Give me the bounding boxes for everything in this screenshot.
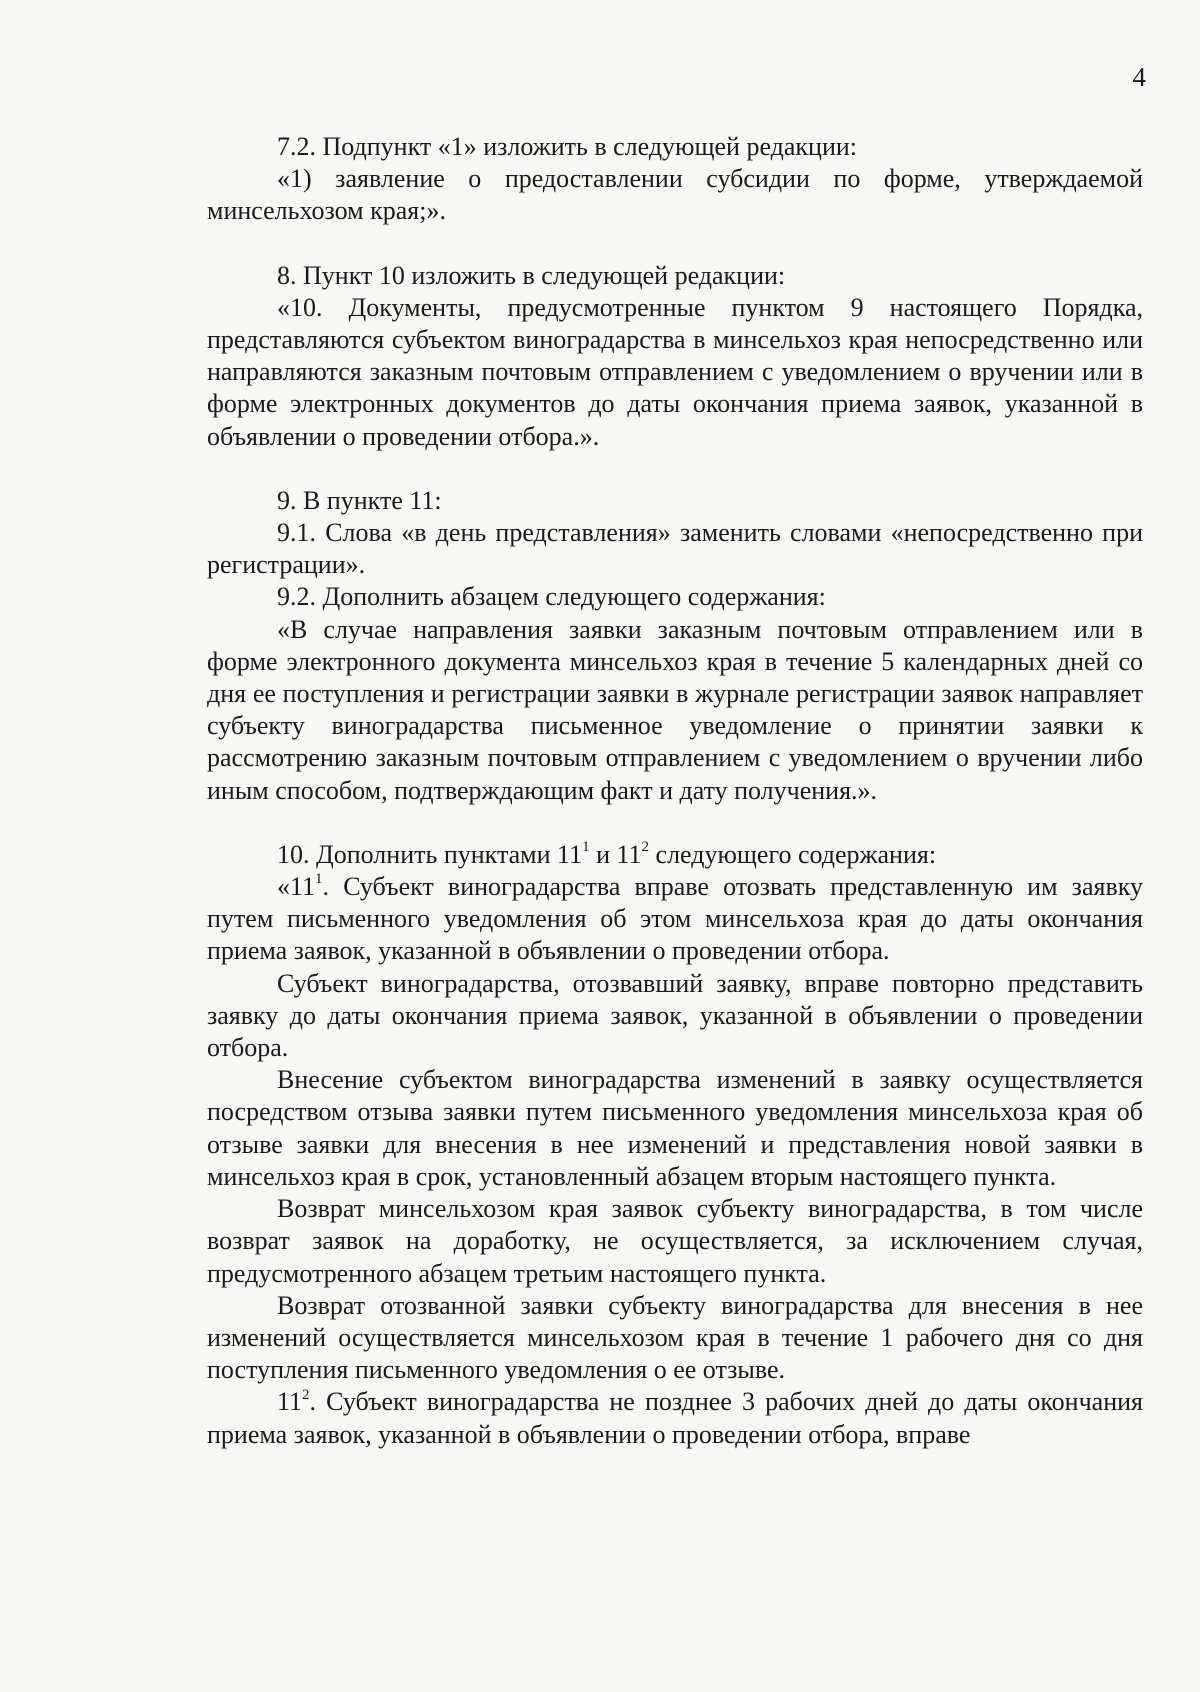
- paragraph-8-text: «10. Документы, предусмотренные пунктом 9 настоящего Порядка, представляются субъектом виноградарства в минсельхоз края непосредственно или направляются заказным почтовым отправлением с уведомлением о вручении или в форме электронных документов до даты окончания приема заявок, указанной в объявлении о проведении отбора.».: [207, 292, 1143, 451]
- paragraph-9-1: 9.1. Слова «в день представления» заменить словами «непосредственно при регистрации».: [207, 518, 1143, 580]
- paragraph-8: 8. Пункт 10 изложить в следующей редакции:: [277, 260, 786, 290]
- page-number: 4: [1132, 62, 1146, 92]
- paragraph-resubmit: Субъект виноградарства, отозвавший заявку, вправе повторно представить заявку до даты окончания приема заявок, указанной в объявлении о проведении отбора.: [207, 968, 1143, 1063]
- paragraph-no-return: Возврат минсельхозом края заявок субъекту виноградарства, в том числе возврат заявок на доработку, не осуществляется, за исключением случая, предусмотренного абзацем третьим настоящего пункта.: [207, 1194, 1143, 1288]
- paragraph-11-2: $11^2$. Субъект виноградарства не позднее 3 рабочих дней до даты окончания приема заявок, указанной в объявлении о проведении отбора, вправе: [207, 1386, 1143, 1449]
- paragraph-10: 10. Дополнить пунктами $11^1$ и $11^2$ следующего содержания:: [277, 839, 937, 869]
- paragraph-9-2: 9.2. Дополнить абзацем следующего содержания:: [277, 582, 826, 612]
- document-body: [207, 131, 1143, 1451]
- paragraph-changes: Внесение субъектом виноградарства изменений в заявку осуществляется посредством отзыва заявки путем письменного уведомления минсельхоза края об отзыве заявки для внесения в нее изменений и представления новой заявки в минсельхоз края в срок, установленный абзацем вторым настоящего пункта.: [207, 1065, 1143, 1191]
- paragraph-9: 9. В пункте 11:: [277, 485, 442, 515]
- paragraph-9-2-text: «В случае направления заявки заказным почтовым отправлением или в форме электронного документа минсельхоз края в течение 5 календарных дней со дня ее поступления и регистрации заявки в журнале регистрации заявок направляет субъекту виноградарства письменное уведомление о принятии заявки к рассмотрению заказным почтовым отправлением с уведомлением о вручении либо иным способом, подтверждающим факт и дату получения.».: [207, 614, 1143, 805]
- paragraph-return: Возврат отозванной заявки субъекту виноградарства для внесения в нее изменений осуществляется минсельхозом края в течение 1 рабочего дня со дня поступления письменного уведомления о ее отзыве.: [207, 1290, 1143, 1385]
- paragraph-7-2: 7.2. Подпункт «1» изложить в следующей редакции:: [277, 132, 858, 161]
- paragraph-11-1: «$11^1$. Субъект виноградарства вправе отозвать представленную им заявку путем письменного уведомления об этом минсельхоза края до даты окончания приема заявок, указанной в объявлении о проведении отбора.: [207, 871, 1143, 966]
- paragraph-7-2-text: «1) заявление о предоставлении субсидии по форме, утверждаемой минсельхозом края;».: [207, 164, 1143, 226]
